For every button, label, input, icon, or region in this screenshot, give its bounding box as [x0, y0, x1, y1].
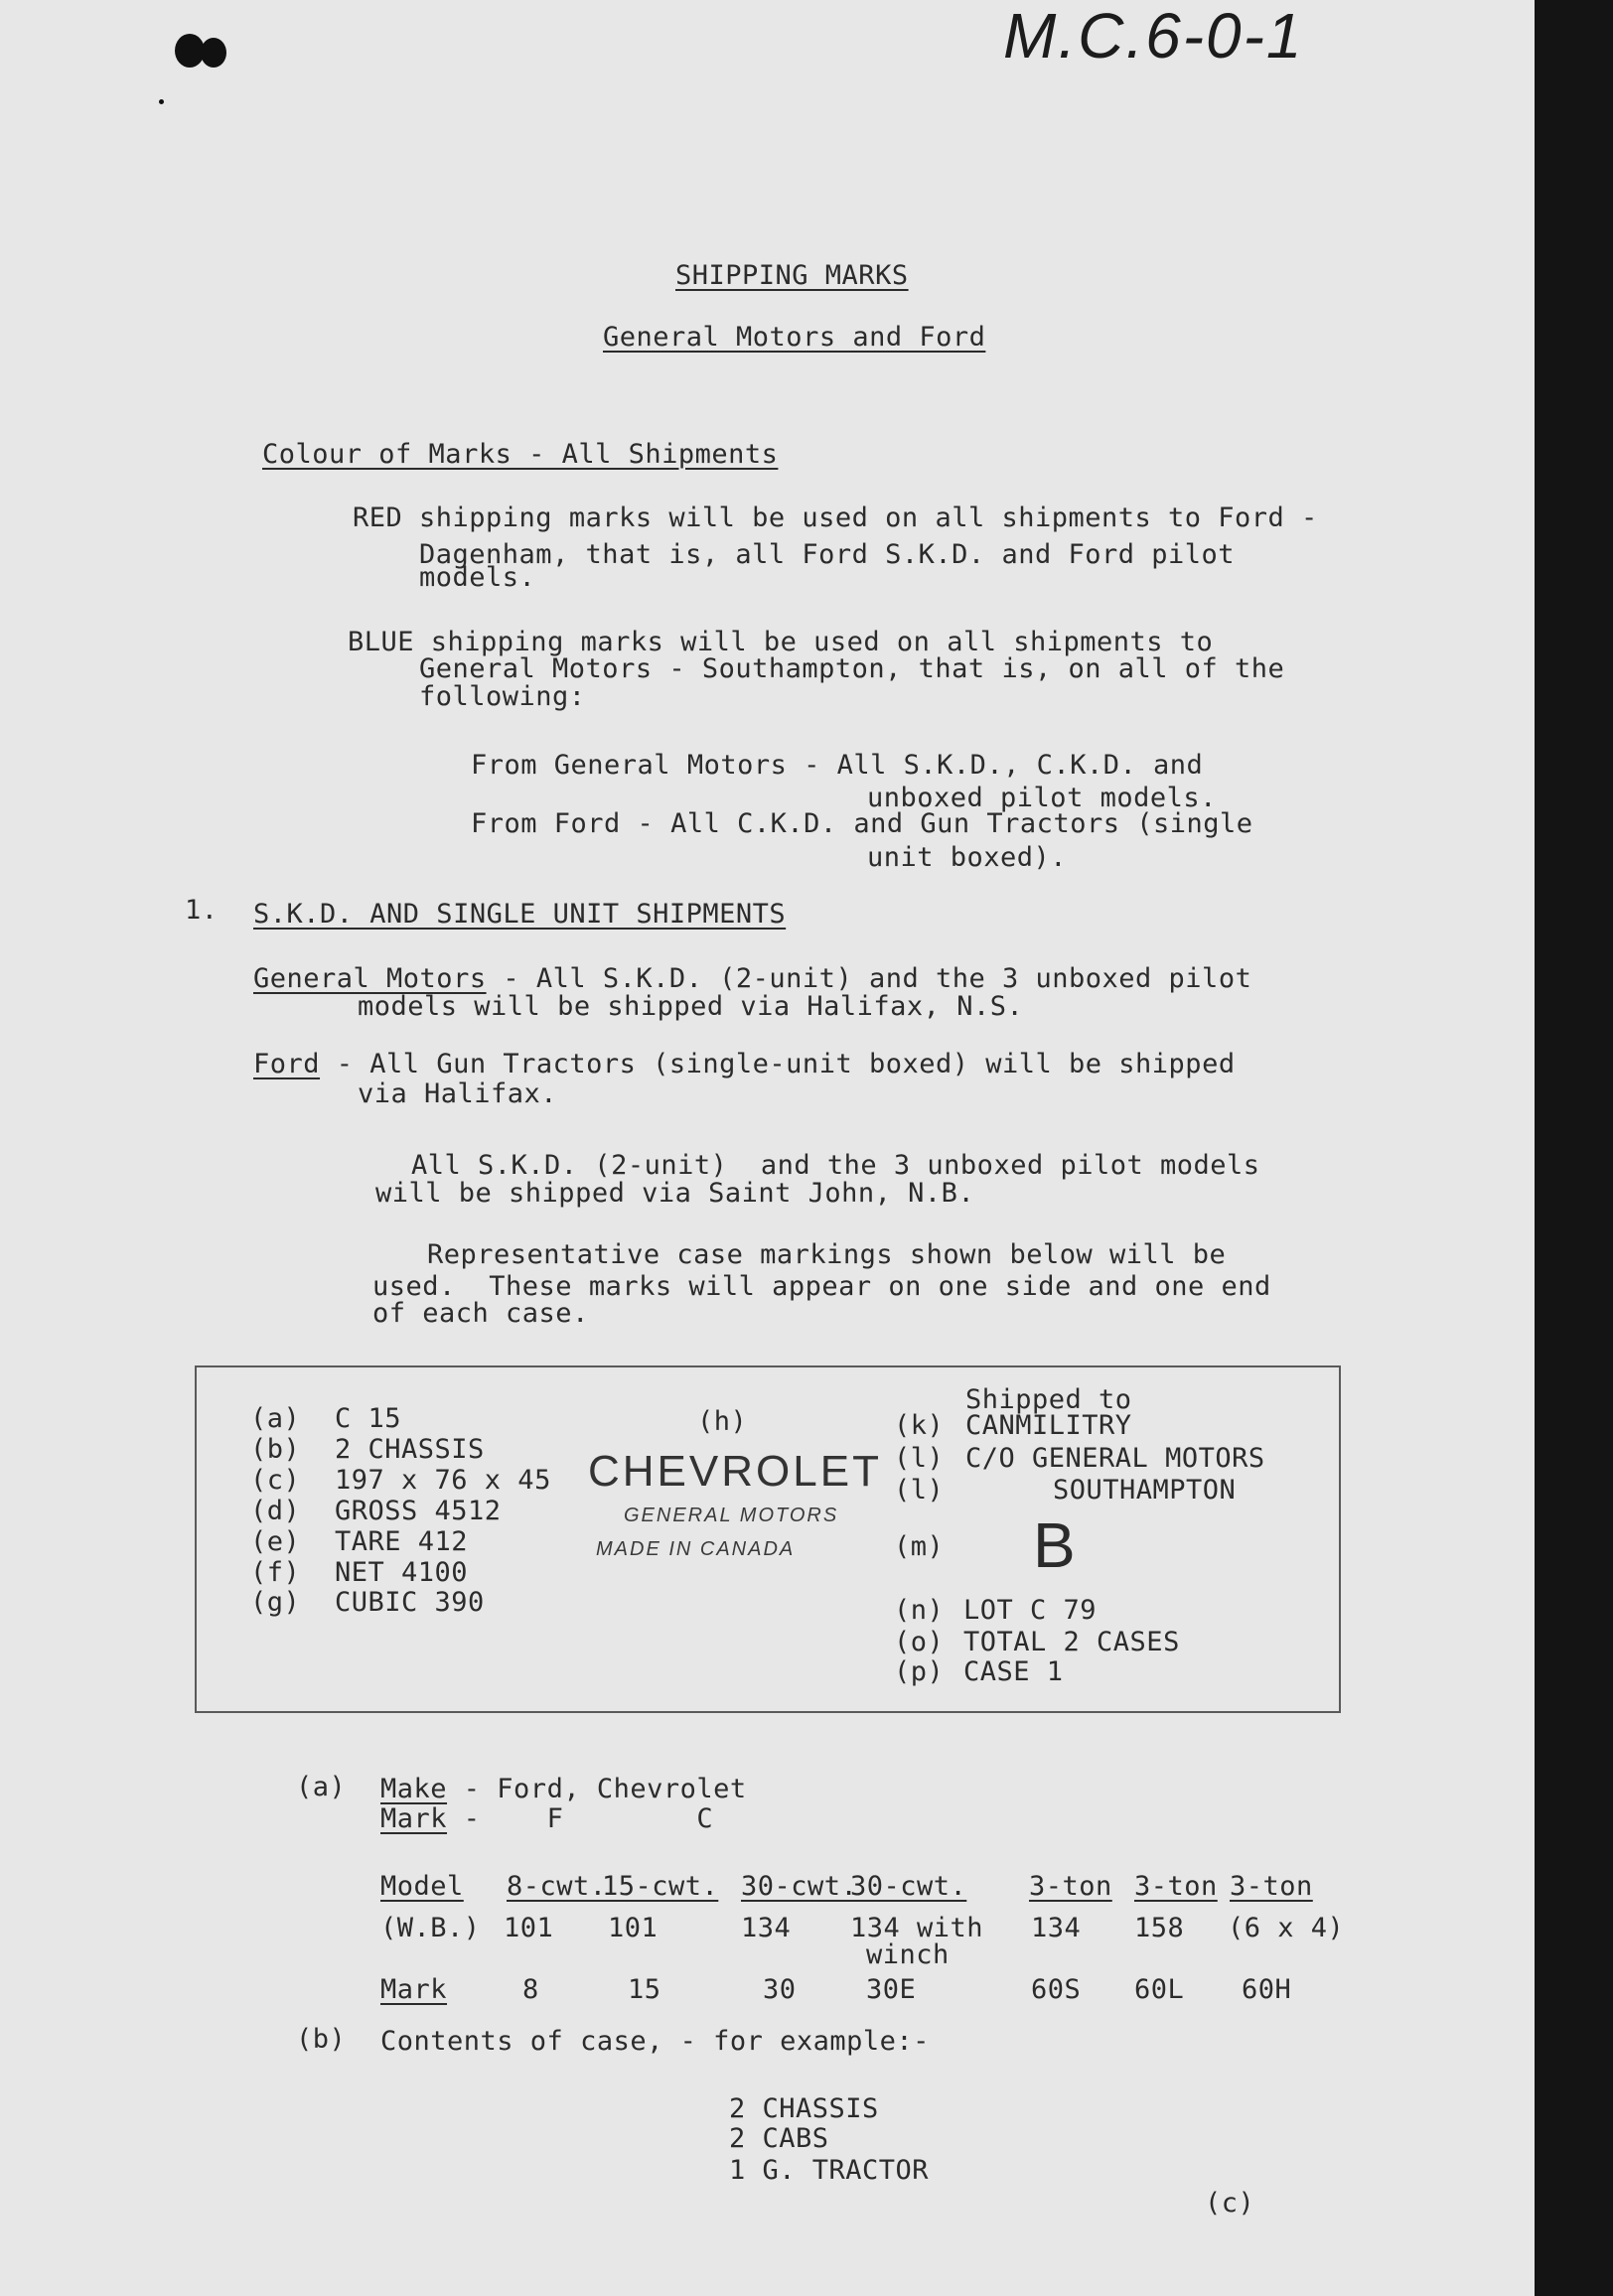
from-line: unboxed pilot models.: [867, 783, 1217, 813]
wb-value: 158: [1134, 1913, 1185, 1943]
model-col: 30-cwt.: [741, 1871, 858, 1902]
m-label: (m): [894, 1531, 945, 1562]
next-section-label: (c): [1205, 2188, 1255, 2219]
l1-value: C/O GENERAL MOTORS: [965, 1443, 1265, 1474]
make-label: Make: [380, 1774, 448, 1804]
mark-line: [380, 1805, 713, 1832]
n-value: LOT C 79: [963, 1595, 1098, 1626]
l2-value: SOUTHAMPTON: [1053, 1475, 1237, 1506]
case-letter: (a): [250, 1403, 301, 1434]
red-line: RED shipping marks will be used on all shipments to Ford -: [353, 502, 1318, 533]
page-subtitle: General Motors and Ford: [603, 322, 986, 353]
o-value: TOTAL 2 CASES: [963, 1627, 1180, 1657]
mark-value: 30: [763, 1974, 797, 2005]
speck-mark: [159, 99, 164, 104]
rep-line: Representative case markings shown below will be: [427, 1239, 1227, 1270]
from-line: unit boxed).: [867, 842, 1068, 873]
mark-label: Mark: [380, 1803, 448, 1834]
n-label: (n): [894, 1595, 945, 1626]
mark-value: 60L: [1134, 1974, 1185, 2005]
l2-label: (l): [894, 1475, 945, 1506]
ford-line: via Halifax.: [358, 1078, 558, 1109]
red-line: Dagenham, that is, all Ford S.K.D. and Ford pilot: [419, 539, 1236, 570]
make-value: - Ford, Chevrolet: [447, 1774, 747, 1804]
b-label: (b): [296, 2024, 347, 2055]
gm-line: models will be shipped via Halifax, N.S.: [358, 991, 1024, 1022]
a-label: (a): [296, 1772, 347, 1802]
h-label: (h): [697, 1406, 748, 1437]
contents-intro: Contents of case, - for example:-: [380, 2026, 930, 2057]
ford-paragraph-line: [253, 1051, 1236, 1077]
model-col: 15-cwt.: [602, 1871, 719, 1902]
mark-row-label: Mark: [380, 1974, 448, 2005]
k-label: (k): [894, 1410, 945, 1441]
p-value: CASE 1: [963, 1656, 1064, 1687]
model-header: Model: [380, 1871, 464, 1902]
page-title: SHIPPING MARKS: [675, 260, 909, 291]
rep-line: of each case.: [372, 1298, 589, 1329]
contents-item: 2 CHASSIS: [729, 2093, 879, 2124]
skd-line: All S.K.D. (2-unit) and the 3 unboxed pilot models: [411, 1150, 1260, 1181]
case-value: TARE 412: [335, 1526, 469, 1557]
section-number: 1.: [185, 895, 219, 926]
case-value: NET 4100: [335, 1557, 469, 1588]
gm-paragraph-line: [253, 965, 1251, 992]
wb-value: 134 with: [850, 1913, 984, 1943]
case-value: CUBIC 390: [335, 1587, 485, 1618]
model-col: 8-cwt.: [507, 1871, 607, 1902]
case-value: 2 CHASSIS: [335, 1434, 485, 1465]
case-letter: (g): [250, 1587, 301, 1618]
mark-value: - F C: [447, 1803, 714, 1834]
skd-line: will be shipped via Saint John, N.B.: [375, 1178, 975, 1209]
contents-item: 1 G. TRACTOR: [729, 2155, 930, 2186]
wb-value: 101: [504, 1913, 554, 1943]
from-line: From General Motors - All S.K.D., C.K.D. and: [471, 750, 1204, 781]
wb-value: 134: [741, 1913, 792, 1943]
punch-hole-mark: [201, 38, 226, 68]
handwritten-ref-number: M.C.6-0-1: [1003, 0, 1304, 72]
wb-extra: winch: [866, 1939, 950, 1970]
blue-line: General Motors - Southampton, that is, on all of the: [419, 653, 1285, 684]
section-heading: S.K.D. AND SINGLE UNIT SHIPMENTS: [253, 899, 787, 930]
case-letter: (d): [250, 1496, 301, 1526]
wb-value: (6 x 4): [1228, 1913, 1345, 1943]
m-value: B: [1033, 1509, 1077, 1581]
rep-line: used. These marks will appear on one side and one end: [372, 1271, 1271, 1302]
wb-label: (W.B.): [380, 1913, 481, 1943]
shipped-to: Shipped to: [965, 1384, 1132, 1415]
model-col: 3-ton: [1134, 1871, 1218, 1902]
blue-line: following:: [419, 681, 586, 712]
k-value: CANMILITRY: [965, 1410, 1132, 1441]
wb-value: 101: [608, 1913, 659, 1943]
gm-label: General Motors: [253, 963, 487, 994]
o-label: (o): [894, 1627, 945, 1657]
brand-name: CHEVROLET: [588, 1447, 882, 1496]
case-letter: (f): [250, 1557, 301, 1588]
contents-item: 2 CABS: [729, 2123, 829, 2154]
blue-line: BLUE shipping marks will be used on all shipments to: [348, 627, 1214, 657]
l1-label: (l): [894, 1443, 945, 1474]
case-value: 197 x 76 x 45: [335, 1465, 551, 1496]
mark-value: 60H: [1242, 1974, 1292, 2005]
case-letter: (e): [250, 1526, 301, 1557]
make-line: [380, 1776, 747, 1802]
case-letter: (b): [250, 1434, 301, 1465]
mark-value: 30E: [866, 1974, 917, 2005]
brand-subline: MADE IN CANADA: [596, 1538, 796, 1560]
brand-subline: GENERAL MOTORS: [624, 1505, 839, 1526]
model-col: 3-ton: [1230, 1871, 1313, 1902]
ford-label: Ford: [253, 1049, 321, 1079]
red-line: models.: [419, 562, 536, 593]
mark-value: 15: [628, 1974, 661, 2005]
case-value: GROSS 4512: [335, 1496, 502, 1526]
case-letter: (c): [250, 1465, 301, 1496]
gm-text: - All S.K.D. (2-unit) and the 3 unboxed pilot: [486, 963, 1252, 994]
wb-value: 134: [1031, 1913, 1082, 1943]
model-col: 30-cwt.: [850, 1871, 967, 1902]
colour-heading: Colour of Marks - All Shipments: [262, 439, 779, 470]
model-col: 3-ton: [1029, 1871, 1112, 1902]
case-value: C 15: [335, 1403, 402, 1434]
mark-value: 8: [522, 1974, 539, 2005]
ford-text: - All Gun Tractors (single-unit boxed) will be shipped: [320, 1049, 1236, 1079]
from-line: From Ford - All C.K.D. and Gun Tractors (single: [471, 808, 1253, 839]
mark-value: 60S: [1031, 1974, 1082, 2005]
p-label: (p): [894, 1656, 945, 1687]
